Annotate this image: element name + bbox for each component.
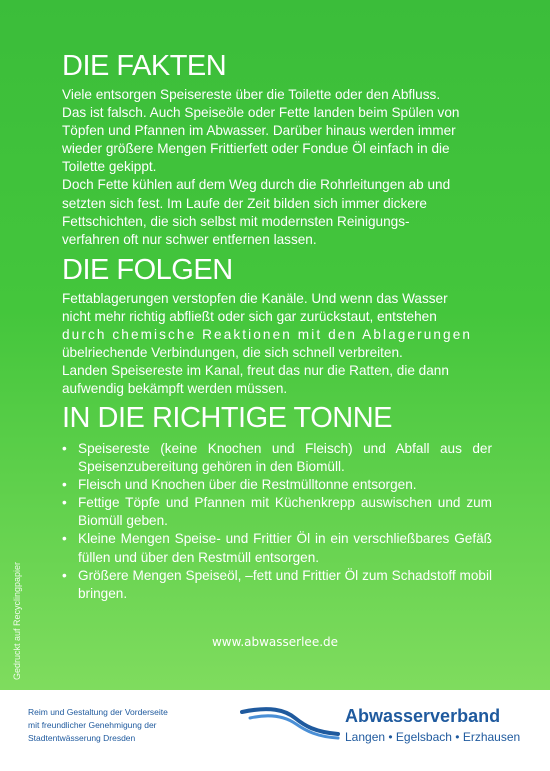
credits-line: Stadtentwässerung Dresden [28,733,136,743]
facts-line: Fettschichten, die sich selbst mit modernsten Reinigungs- [62,213,410,229]
facts-section [62,50,492,249]
website-link[interactable]: www.abwasserlee.de [211,635,339,649]
facts-line: wieder größere Mengen Frittierfett oder Fondue Öl einfach in die [62,141,450,157]
facts-text [62,86,492,249]
consequences-section [62,254,492,399]
facts-line: Töpfen und Pfannen im Abwasser. Darüber hinaus werden immer [62,123,456,139]
recycling-note: Gedruckt auf Recyclingpapier [12,561,22,680]
credits-line: mit freundlicher Genehmigung der [28,720,157,730]
consequences-line: Landen Speisereste im Kanal, freut das nur die Ratten, die dann [62,363,449,379]
facts-heading: DIE FAKTEN [62,50,227,82]
bin-heading: IN DIE RICHTIGE TONNE [62,402,393,434]
facts-line: verfahren oft nur schwer entfernen lassen. [62,231,317,247]
consequences-line: übelriechende Verbindungen, die sich schnell verbreiten. [62,345,403,361]
consequences-heading: DIE FOLGEN [62,254,233,286]
facts-line: Viele entsorgen Speisereste über die Toilette oder den Abfluss. [62,87,441,102]
facts-line: Doch Fette kühlen auf dem Weg durch die Rohrleitungen ab und [62,177,451,193]
list-item: • Kleine Mengen Speise- und Frittier Öl in ein verschließbares Gefäß füllen und über den Restmüll entsorgen. [62,530,492,566]
credits [28,706,228,745]
consequences-text [62,290,492,399]
consequences-line: nicht mehr richtig abfließt oder sich gar zurückstaut, entstehen [62,309,437,325]
consequences-line: Fettablagerungen verstopfen die Kanäle. Und wenn das Wasser [62,291,448,306]
consequences-line: aufwendig bekämpft werden müssen. [62,381,288,397]
list-item: • Fettige Töpfe und Pfannen mit Küchenkrepp auswischen und zum Biomüll geben. [62,494,492,530]
facts-line: setzten sich fest. Im Laufe der Zeit bilden sich immer dickere [62,195,427,211]
logo-title: Abwasserverband [345,706,501,726]
list-item: • Fleisch und Knochen über die Restmülltonne entsorgen. [62,476,492,494]
facts-line: Toilette gekippt. [62,159,157,175]
list-item: • Speisereste (keine Knochen und Fleisch) und Abfall aus der Speisenzubereitung gehören in den Biomüll. [62,440,492,476]
bin-list [62,440,492,603]
credits-line: Reim und Gestaltung der Vorderseite [28,707,168,717]
consequences-line: durch chemische Reaktionen mit den Ablagerungen [62,327,473,343]
water-wave-icon [240,704,340,744]
list-item: • Größere Mengen Speiseöl, –fett und Frittier Öl zum Schadstoff mobil bringen. [62,567,492,603]
facts-line: Das ist falsch. Auch Speiseöle oder Fette landen beim Spülen von [62,105,460,121]
bin-section [62,402,492,603]
logo-subtitle: Langen • Egelsbach • Erzhausen [345,730,521,744]
